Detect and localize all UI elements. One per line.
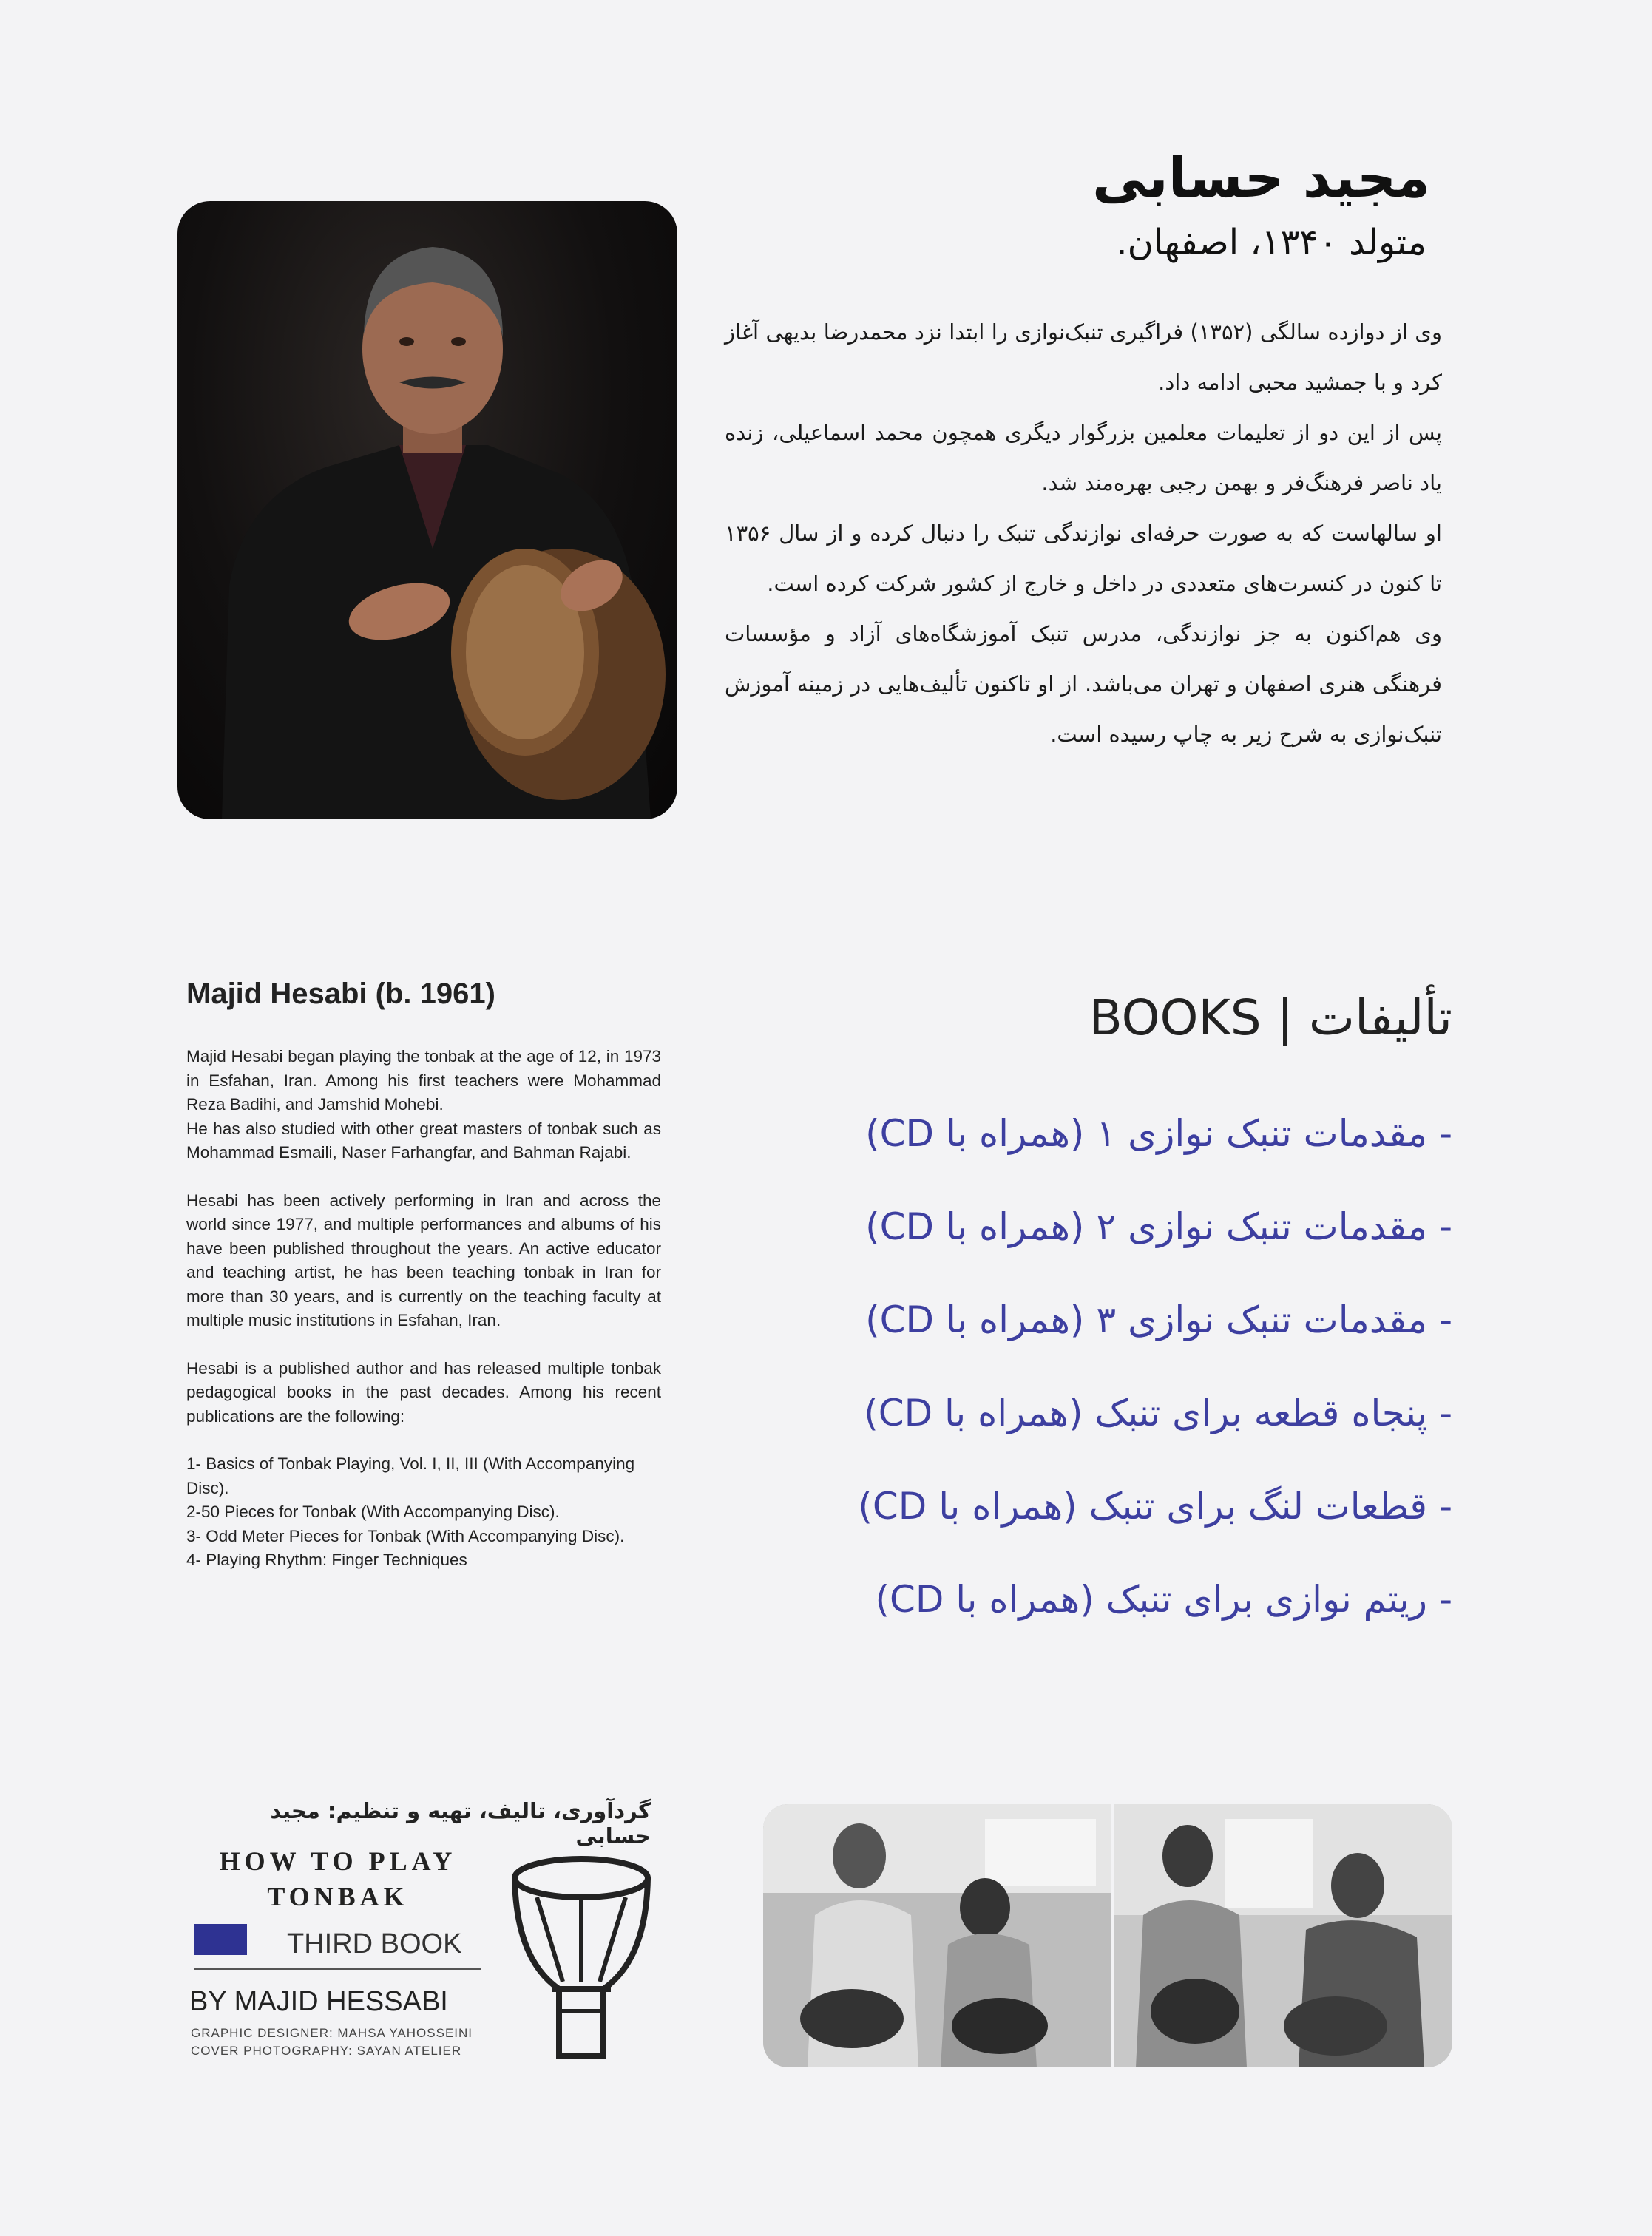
persian-biography	[725, 307, 1442, 759]
archive-photo-illustration	[1114, 1804, 1452, 2067]
persian-birth-line: متولد ۱۳۴۰، اصفهان.	[1116, 222, 1426, 263]
tonbak-text: TONBAK	[267, 1882, 409, 1911]
publication-item: 4- Playing Rhythm: Finger Techniques	[186, 1551, 467, 1569]
persian-bio-paragraph: پس از این دو از تعلیمات معلمین بزرگوار دیگری همچون محمد اسماعیلی، زنده یاد ناصر فرهنگ‌فر و بهمن رجبی بهره‌مند شد.	[725, 420, 1442, 495]
persian-bio-paragraph: او سالهاست که به صورت حرفه‌ای نوازندگی تنبک را دنبال کرده و از سال ۱۳۵۶ تا کنون در کنسرت‌های متعددی در داخل و خارج از کشور شرکت کرده است.	[725, 521, 1442, 596]
publication-item: 3- Odd Meter Pieces for Tonbak (With Accompanying Disc).	[186, 1526, 625, 1545]
books-heading: BOOKS | تألیفات	[1089, 989, 1452, 1046]
blue-bar	[194, 1924, 247, 1955]
english-paragraph: He has also studied with other great masters of tonbak such as Mohammad Esmaili, Naser Farhangfar, and Bahman Rajabi.	[186, 1119, 661, 1162]
publication-list	[186, 1452, 661, 1573]
books-list	[742, 1087, 1452, 1646]
persian-bio-paragraph: وی هم‌اکنون به جز نوازندگی، مدرس تنبک آموزشگاه‌های آزاد و مؤسسات فرهنگی هنری اصفهان و تهران می‌باشد. از او تاکنون تألیف‌هایی در زمینه آموزش تنبک‌نوازی به شرح زیر به چاپ رسیده است.	[725, 621, 1442, 747]
book-item: - قطعات لنگ برای تنبک (همراه با CD)	[858, 1485, 1452, 1528]
archive-photo-students	[763, 1804, 1111, 2067]
english-paragraph: Hesabi has been actively performing in Iran and across the world since 1977, and multiple performances and albums of his have been published throughout the years. An active educator and teaching artist, he has been teaching tonbak in Iran for more than 30 years, and is currently on the teaching faculty at multiple music institutions in Esfahan, Iran.	[186, 1190, 661, 1329]
how-to-play-text: HOW TO PLAY	[219, 1846, 457, 1876]
book-item: - مقدمات تنبک نوازی ۲ (همراه با CD)	[865, 1205, 1452, 1248]
publication-item: 1- Basics of Tonbak Playing, Vol. I, II, III (With Accompanying Disc).	[186, 1454, 635, 1497]
english-paragraph: Hesabi is a published author and has released multiple tonbak pedagogical books in the past decades. Among his recent publications are the following:	[186, 1358, 661, 1426]
author-label: BY MAJID HESSABI	[189, 1986, 448, 2017]
archive-photo-teacher	[1114, 1804, 1452, 2067]
compiled-by-line: گردآوری، تالیف، تهیه و تنظیم: مجید حسابی	[270, 1798, 651, 1849]
persian-bio-paragraph: وی از دوازده سالگی (۱۳۵۲) فراگیری تنبک‌نوازی را ابتدا نزد محمدرضا بدیهی آغاز کرد و با جمشید محبی ادامه داد.	[725, 319, 1442, 395]
graphic-designer-credit: GRAPHIC DESIGNER: MAHSA YAHOSSEINI	[191, 2026, 473, 2040]
divider	[194, 1968, 481, 1970]
portrait-illustration	[177, 201, 677, 819]
persian-name-heading: مجید حسابی	[1092, 146, 1430, 210]
portrait-photo	[177, 201, 677, 819]
english-biography	[186, 1045, 661, 1573]
tonbak-drum-icon	[507, 1849, 655, 2070]
archive-photo-illustration	[763, 1804, 1111, 2067]
cover-photography-credit: COVER PHOTOGRAPHY: SAYAN ATELIER	[191, 2044, 462, 2058]
english-paragraph: Majid Hesabi began playing the tonbak at the age of 12, in 1973 in Esfahan, Iran. Among his first teachers were Mohammad Reza Badihi, and Jamshid Mohebi.	[186, 1047, 661, 1114]
book-item: - مقدمات تنبک نوازی ۳ (همراه با CD)	[865, 1298, 1452, 1341]
english-title: Majid Hesabi (b. 1961)	[186, 978, 495, 1010]
book-item: - مقدمات تنبک نوازی ۱ (همراه با CD)	[865, 1112, 1452, 1155]
book-item: - ریتم نوازی برای تنبک (همراه با CD)	[875, 1578, 1452, 1621]
book-item: - پنجاه قطعه برای تنبک (همراه با CD)	[864, 1392, 1452, 1434]
third-book-label: THIRD BOOK	[287, 1928, 462, 1959]
publication-item: 2-50 Pieces for Tonbak (With Accompanying Disc).	[186, 1502, 560, 1521]
